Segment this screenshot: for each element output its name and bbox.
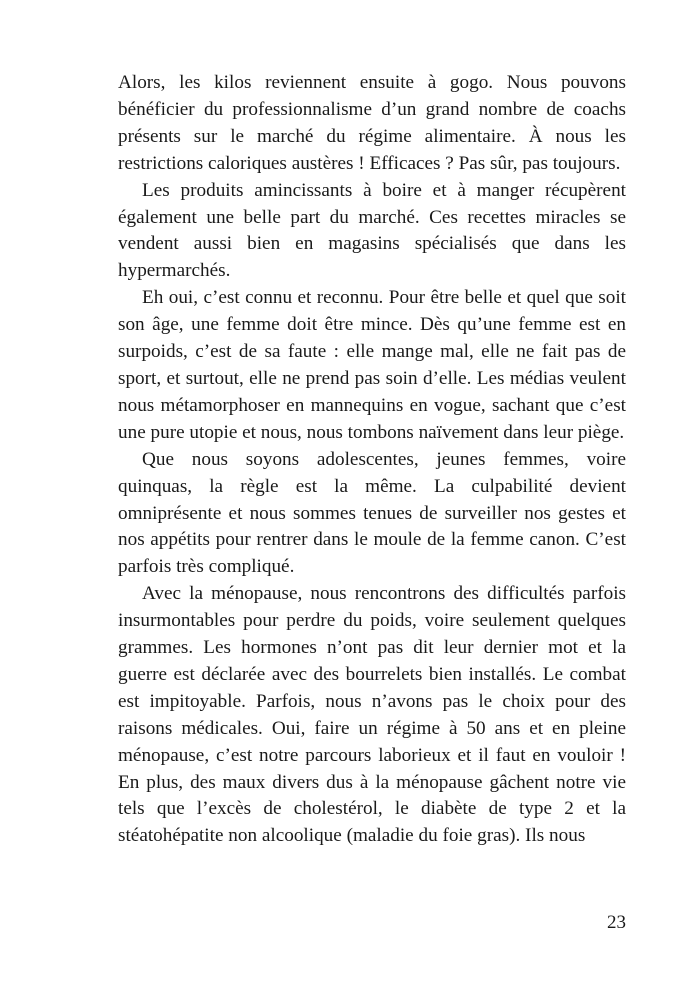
paragraph-menopause: Avec la ménopause, nous rencontrons des difficultés parfois insurmontables pour perdre du poids, voire seulement quelques grammes. Les hormones n’ont pas dit leur dernier mot et la guerre est déclarée avec des bourrelets bien installés. Le combat est impitoyable. Parfois, nous n’avons pas le choix pour des raisons médicales. Oui, faire un régime à 50 ans et en pleine ménopause, c’est notre parcours laborieux et il faut en vouloir ! En plus, des maux divers dus à la ménopause gâchent notre vie tels que l’excès de cholestérol, le diabète de type 2 et la stéatohépatite non alcoolique (maladie du foie gras). Ils nous — [118, 583, 626, 847]
paragraph-thinness-norm: Eh oui, c’est connu et reconnu. Pour être belle et quel que soit son âge, une femme doit être mince. Dès qu’une femme est en surpoids, c’est de sa faute : elle mange mal, elle ne fait pas de sport, et surtout, elle ne prend pas soin d’elle. Les médias veulent nous métamorphoser en mannequins en vogue, sachant que c’est une pure utopie et nous, nous tombons naïvement dans leur piège. — [118, 287, 626, 443]
page-number: 23 — [607, 912, 626, 933]
body-text — [118, 70, 626, 850]
paragraph-guilt: Que nous soyons adolescentes, jeunes femmes, voire quinquas, la règle est la même. La culpabilité devient omniprésente et nous sommes tenues de surveiller nos gestes et nos appétits pour rentrer dans le moule de la femme canon. C’est parfois très compliqué. — [118, 448, 626, 578]
paragraph-slimming-products: Les produits amincissants à boire et à manger récupèrent également une belle part du marché. Ces recettes miracles se vendent aussi bien en magasins spécialisés que dans les hypermarchés. — [118, 179, 626, 282]
paragraph-continuation: Alors, les kilos reviennent ensuite à gogo. Nous pouvons bénéficier du professionnalisme d’un grand nombre de coachs présents sur le marché du régime alimentaire. À nous les restrictions caloriques austères ! Efficaces ? Pas sûr, pas toujours. — [118, 72, 626, 174]
